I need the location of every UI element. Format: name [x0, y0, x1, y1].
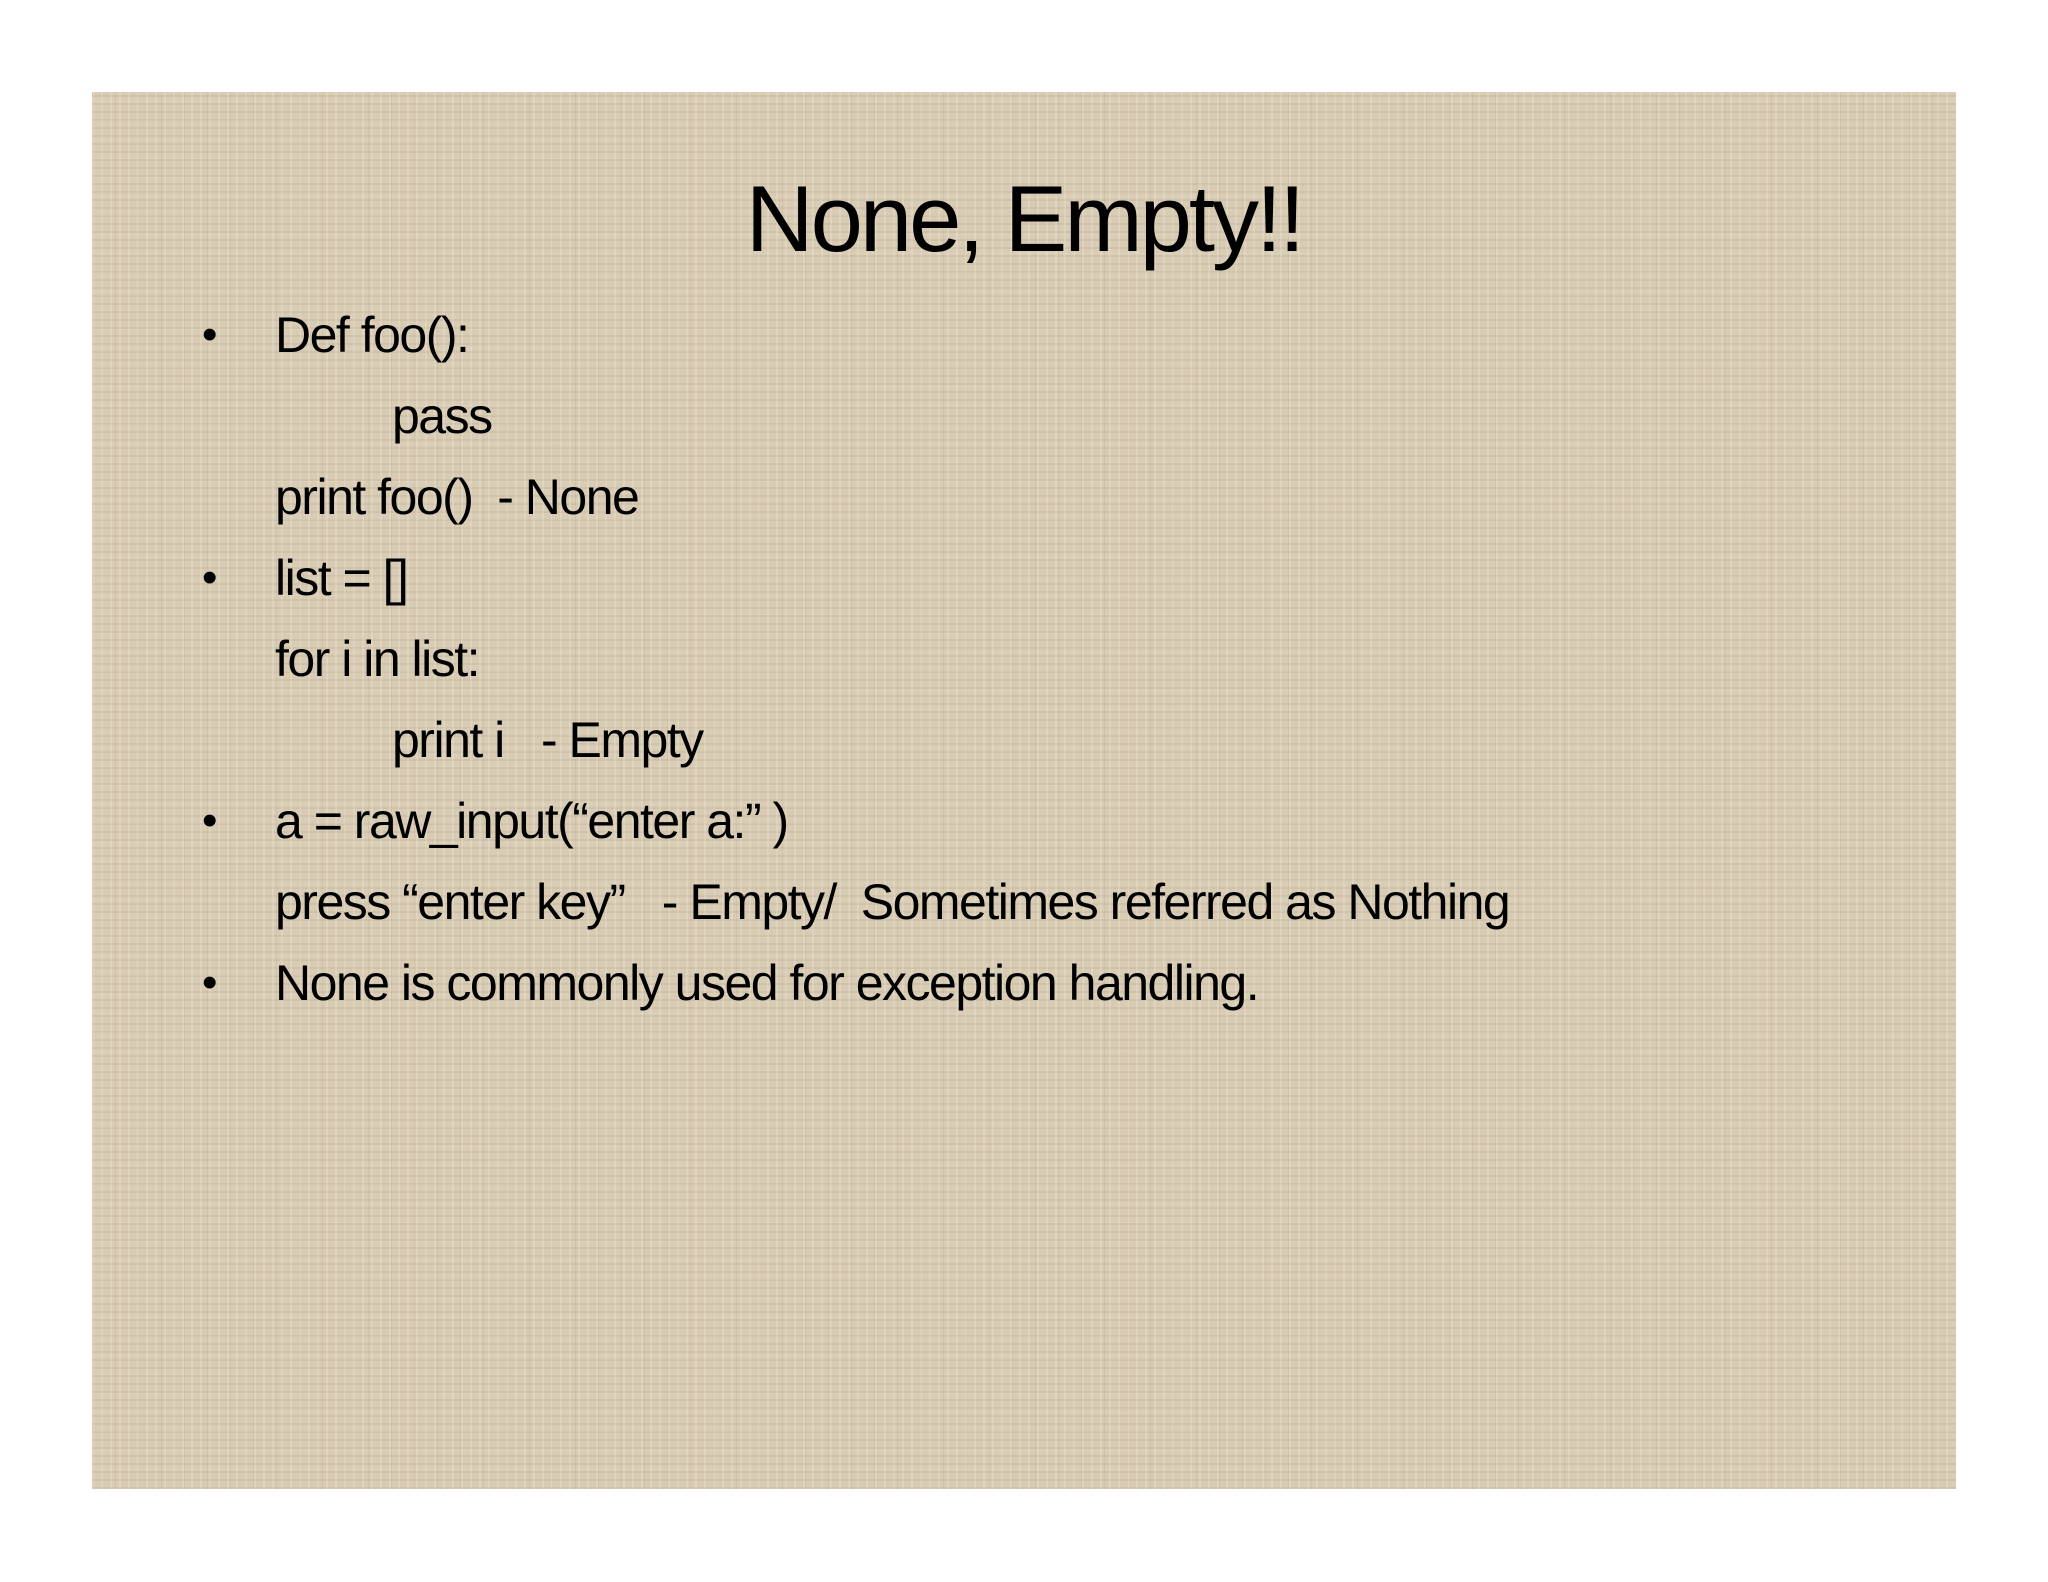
list-item-continuation: for i in list:: [275, 631, 480, 687]
bullet-marker: •: [202, 310, 218, 359]
slide-title: None, Empty!!: [745, 166, 1303, 271]
bullet-marker: •: [202, 796, 218, 845]
list-item: a = raw_input(“enter a:” ): [275, 793, 788, 849]
list-item-continuation: pass: [392, 388, 492, 444]
list-item-continuation: print foo() - None: [275, 469, 639, 525]
list-item-continuation: print i - Empty: [392, 712, 703, 768]
list-item: None is commonly used for exception handling.: [275, 955, 1259, 1011]
bullet-marker: •: [202, 553, 218, 602]
bullet-marker: •: [202, 958, 218, 1007]
slide: [92, 92, 1956, 1489]
list-item-continuation: press “enter key” - Empty/ Sometimes referred as Nothing: [275, 874, 1510, 930]
list-item: list = []: [275, 550, 408, 606]
list-item: Def foo():: [275, 307, 469, 363]
